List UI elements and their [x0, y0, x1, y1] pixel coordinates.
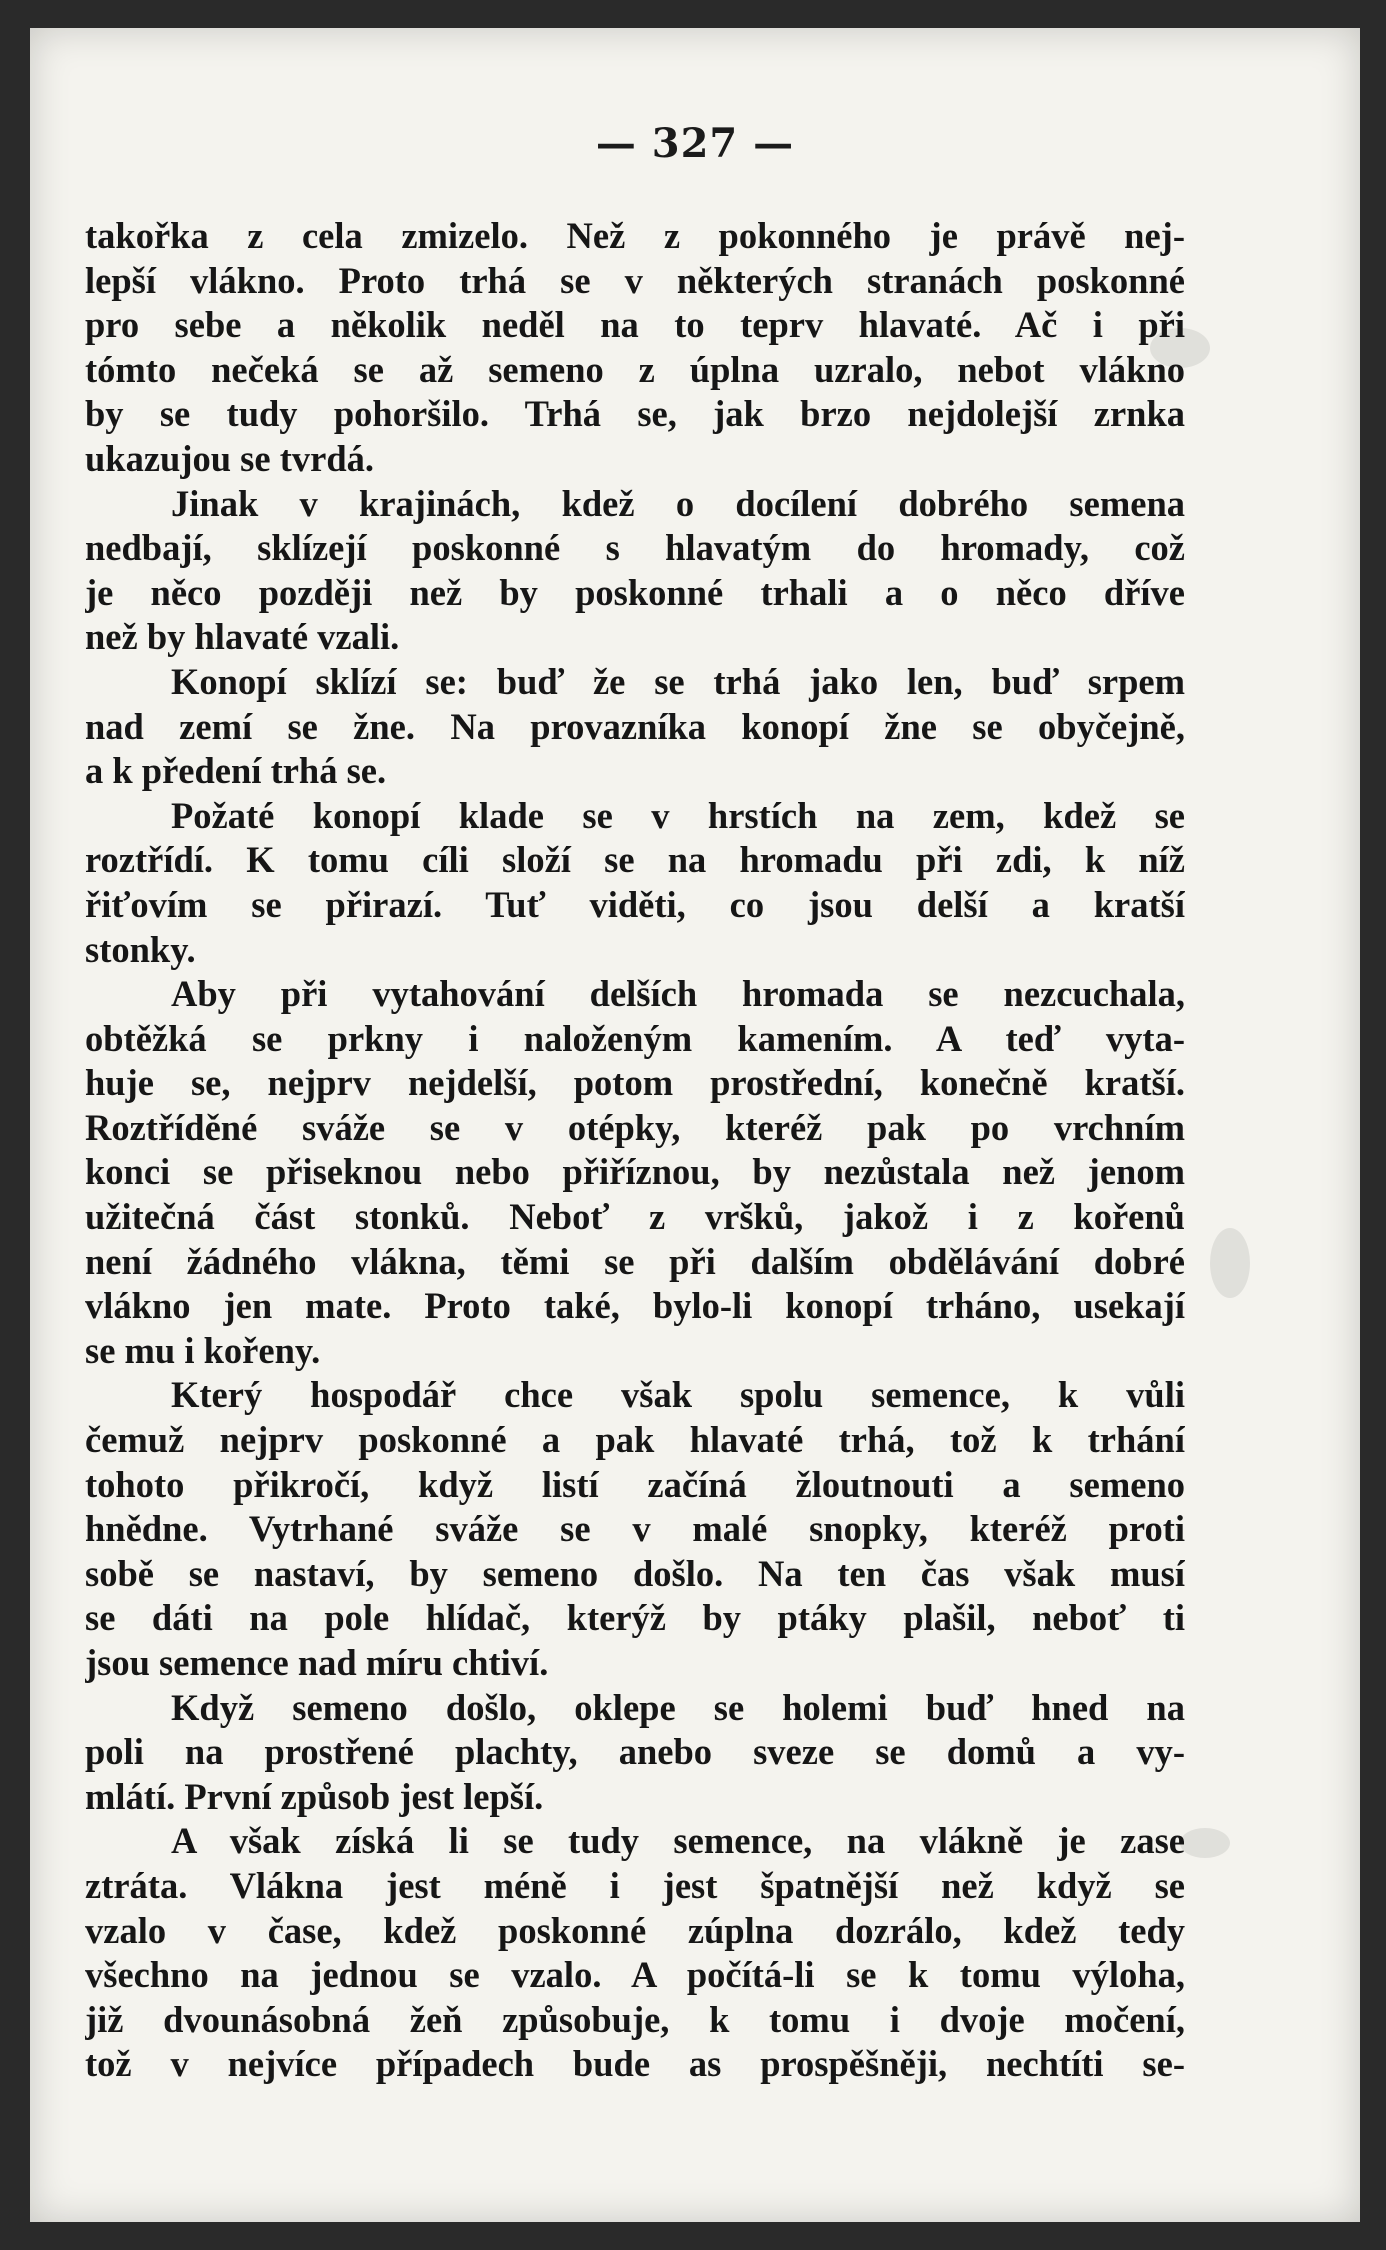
text-line: čemuž nejprv poskonné a pak hlavaté trhá, tož k trhání	[85, 1419, 1185, 1461]
text-line: není žádného vlákna, těmi se při dalším obdělávání dobré	[85, 1240, 1185, 1282]
text-line: takořka z cela zmizelo. Než z pokonného je právě nej-	[85, 215, 1185, 256]
text-line: nad zemí se žne. Na provazníka konopí žne se obyčejně,	[85, 705, 1185, 747]
body-text	[85, 214, 1185, 2087]
text-line: by se tudy pohoršilo. Trhá se, jak brzo nejdolejší zrnka	[85, 393, 1185, 435]
book-page	[30, 28, 1360, 2222]
paper-stain	[1210, 1228, 1250, 1298]
text-line: stonky.	[85, 928, 196, 970]
text-line: A však získá li se tudy semence, na vlákně je zase	[171, 1820, 1185, 1862]
text-line: všechno na jednou se vzalo. A počítá-li se k tomu výloha,	[85, 1954, 1185, 1996]
text-line: tož v nejvíce případech bude as prospěšněji, nechtíti se-	[85, 2043, 1185, 2085]
text-line: se mu i kořeny.	[85, 1329, 321, 1371]
text-line: ukazujou se tvrdá.	[85, 437, 374, 479]
text-line: Který hospodář chce však spolu semence, k vůli	[171, 1374, 1185, 1416]
text-line: tómto nečeká se až semeno z úplna uzralo, nebot vlákno	[85, 348, 1185, 390]
text-line: hnědne. Vytrhané sváže se v malé snopky, kteréž proti	[85, 1508, 1185, 1550]
text-line: mlátí. První způsob jest lepší.	[85, 1775, 544, 1817]
text-line: lepší vlákno. Proto trhá se v některých stranách poskonné	[85, 259, 1185, 301]
text-line: je něco později než by poskonné trhali a o něco dříve	[85, 571, 1185, 613]
text-line: konci se přiseknou nebo přiříznou, by nezůstala než jenom	[85, 1151, 1185, 1193]
text-line: a k předení trhá se.	[85, 750, 387, 792]
text-line: roztřídí. K tomu cíli složí se na hromadu při zdi, k níž	[85, 839, 1185, 881]
text-line: jsou semence nad míru chtiví.	[85, 1642, 549, 1683]
text-line: sobě se nastaví, by semeno došlo. Na ten čas však musí	[85, 1552, 1185, 1594]
text-line: řiťovím se přirazí. Tuť viděti, co jsou delší a kratší	[85, 883, 1185, 925]
text-line: ztráta. Vlákna jest méně i jest špatnější než když se	[85, 1864, 1185, 1906]
paper-stain	[1180, 1828, 1230, 1858]
text-line: poli na prostřené plachty, anebo sveze se domů a vy-	[85, 1731, 1185, 1773]
text-line: než by hlavaté vzali.	[85, 616, 400, 658]
text-line: již dvounásobná žeň způsobuje, k tomu i dvoje močení,	[85, 1998, 1185, 2040]
text-line: tohoto přikročí, když listí začíná žloutnouti a semeno	[85, 1463, 1185, 1505]
text-line: vzalo v čase, kdež poskonné zúplna dozrálo, kdež tedy	[85, 1909, 1185, 1951]
text-line: Požaté konopí klade se v hrstích na zem, kdež se	[171, 794, 1185, 836]
text-line: Aby při vytahování delších hromada se nezcuchala,	[171, 973, 1185, 1015]
text-line: Když semeno došlo, oklepe se holemi buď hned na	[171, 1686, 1185, 1728]
text-line: užitečná část stonků. Neboť z vršků, jakož i z kořenů	[85, 1196, 1185, 1238]
text-line: huje se, nejprv nejdelší, potom prostřední, konečně kratší.	[85, 1062, 1185, 1104]
text-line: vlákno jen mate. Proto také, bylo-li konopí trháno, usekají	[85, 1285, 1185, 1327]
text-line: Konopí sklízí se: buď že se trhá jako len, buď srpem	[171, 660, 1185, 702]
text-line: nedbají, sklízejí poskonné s hlavatým do hromady, což	[85, 527, 1185, 569]
text-line: Jinak v krajinách, kdež o docílení dobrého semena	[171, 482, 1185, 524]
page-number: — 327 —	[595, 120, 795, 167]
text-line: pro sebe a několik neděl na to teprv hlavaté. Ač i při	[85, 304, 1185, 346]
text-line: se dáti na pole hlídač, kterýž by ptáky plašil, neboť ti	[85, 1597, 1185, 1639]
text-line: obtěžká se prkny i naloženým kamením. A teď vyta-	[85, 1017, 1185, 1059]
text-line: Roztříděné sváže se v otépky, kteréž pak po vrchním	[85, 1106, 1185, 1148]
